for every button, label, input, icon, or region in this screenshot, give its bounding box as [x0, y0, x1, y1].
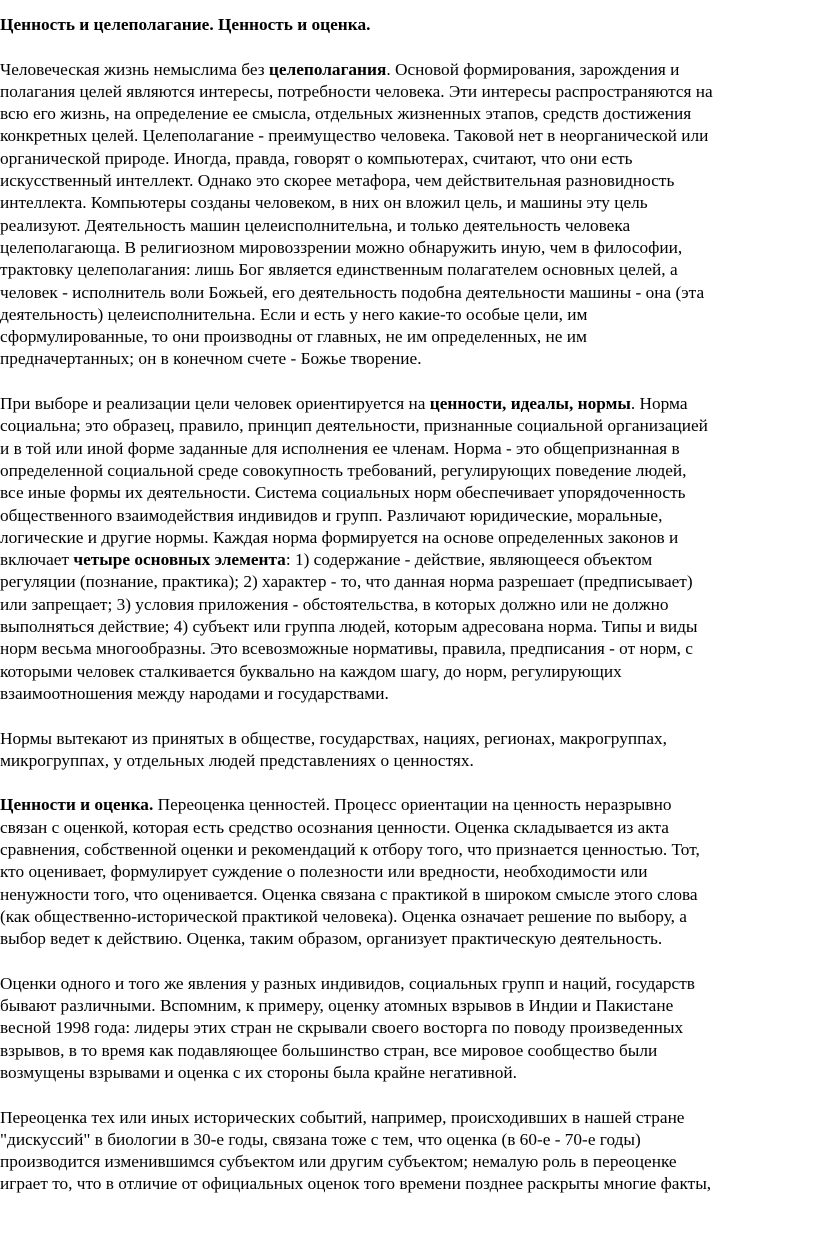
- text-run: интеллекта. Компьютеры созданы человеком, в них он вложил цель, и машины эту цель: [0, 193, 648, 213]
- text-run: "дискуссий" в биологии в 30-е годы, связана тоже с тем, что оценка (в 60-е - 70-е годы): [0, 1129, 641, 1149]
- text-line: [0, 594, 816, 616]
- text-line: [0, 59, 816, 81]
- text-run: бывают различными. Вспомним, к примеру, оценку атомных взрывов в Индии и Пакистане: [0, 996, 674, 1016]
- text-run: целеполагающа. В религиозном мировоззрении можно обнаружить иную, чем в философии,: [0, 237, 683, 257]
- text-line: [0, 348, 816, 370]
- text-run: взрывов, в то время как подавляющее большинство стран, все мировое сообщество были: [0, 1040, 658, 1060]
- text-line: [0, 192, 816, 214]
- text-run: выполняться действие; 4) субъект или группа людей, которым адресована норма. Типы и виды: [0, 617, 698, 637]
- text-line: [0, 505, 816, 527]
- text-line: [0, 237, 816, 259]
- text-line: [0, 527, 816, 549]
- text-line: [0, 304, 816, 326]
- text-line: [0, 1173, 816, 1195]
- text-run: предначертанных; он в конечном счете - Божье творение.: [0, 349, 422, 369]
- text-line: [0, 438, 816, 460]
- text-run: . Основой формирования, зарождения и: [386, 59, 680, 79]
- paragraph: [0, 1107, 816, 1196]
- text-run: искусственный интеллект. Однако это скорее метафора, чем действительная разновидность: [0, 171, 675, 191]
- text-run: определенной социальной среде совокупность требований, регулирующих поведение людей,: [0, 460, 687, 480]
- text-run: : 1) содержание - действие, являющееся объектом: [285, 550, 653, 570]
- text-line: [0, 415, 816, 437]
- text-run: и в той или иной форме заданные для исполнения ее членам. Норма - это общепризнанная в: [0, 438, 680, 458]
- text-run: общественного взаимодействия индивидов и групп. Различают юридические, моральные,: [0, 505, 663, 525]
- text-run: кто оценивает, формулирует суждение о полезности или вредности, необходимости или: [0, 862, 648, 882]
- text-run: При выборе и реализации цели человек ориентируется на: [0, 394, 430, 414]
- text-run: полагания целей являются интересы, потребности человека. Эти интересы распространяются на: [0, 81, 713, 101]
- text-run: логические и другие нормы. Каждая норма формируется на основе определенных законов и: [0, 527, 679, 547]
- text-line: [0, 1040, 816, 1062]
- bold-text: ценности, идеалы, нормы: [429, 394, 631, 414]
- text-run: деятельность) целеисполнительна. Если и есть у него какие-то особые цели, им: [0, 304, 588, 324]
- text-line: [0, 1151, 816, 1173]
- paragraph: [0, 728, 816, 773]
- text-line: [0, 861, 816, 883]
- text-line: [0, 125, 816, 147]
- text-run: . Норма: [630, 394, 688, 414]
- text-line: [0, 728, 816, 750]
- text-run: всю его жизнь, на определение ее смысла, отдельных жизненных этапов, средств достижения: [0, 104, 692, 124]
- text-line: [0, 1129, 816, 1151]
- text-line: [0, 393, 816, 415]
- text-line: [0, 839, 816, 861]
- text-run: все иные формы их деятельности. Система социальных норм обеспечивает упорядоченность: [0, 483, 686, 503]
- text-line: [0, 482, 816, 504]
- document-page: [0, 14, 816, 1218]
- text-line: [0, 661, 816, 683]
- text-line: [0, 884, 816, 906]
- text-line: [0, 683, 816, 705]
- text-run: трактовку целеполагания: лишь Бог является единственным полагателем основных целей, а: [0, 260, 678, 280]
- paragraph: [0, 794, 816, 950]
- text-run: выбор ведет к действию. Оценка, таким образом, организует практическую деятельность.: [0, 929, 663, 949]
- text-run: Переоценка ценностей. Процесс ориентации на ценность неразрывно: [153, 795, 672, 815]
- text-run: конкретных целей. Целеполагание - преимущество человека. Таковой нет в неорганической или: [0, 126, 709, 146]
- text-line: [0, 1107, 816, 1129]
- text-line: [0, 103, 816, 125]
- bold-text: целеполагания: [268, 59, 387, 79]
- text-run: сформулированные, то они производны от главных, не им определенных, не им: [0, 327, 587, 347]
- text-run: весной 1998 года: лидеры этих стран не скрывали своего восторга по поводу произведенных: [0, 1018, 684, 1038]
- text-line: [0, 571, 816, 593]
- text-run: реализуют. Деятельность машин целеисполнительна, и только деятельность человека: [0, 215, 631, 235]
- text-run: связан с оценкой, которая есть средство осознания ценности. Оценка складывается из акта: [0, 817, 669, 837]
- text-run: производится изменившимся субъектом или другим субъектом; немалую роль в переоценке: [0, 1152, 677, 1172]
- text-line: [0, 81, 816, 103]
- text-line: [0, 817, 816, 839]
- document-body: [0, 59, 816, 1196]
- text-line: [0, 906, 816, 928]
- text-line: [0, 282, 816, 304]
- text-run: социальна; это образец, правило, принцип деятельности, признанные социальной организацией: [0, 416, 708, 436]
- text-line: [0, 549, 816, 571]
- text-line: [0, 1017, 816, 1039]
- text-run: регуляции (познание, практика); 2) характер - то, что данная норма разрешает (предписывает): [0, 572, 693, 592]
- text-run: или запрещает; 3) условия приложения - обстоятельства, в которых должно или не должно: [0, 594, 669, 614]
- text-line: [0, 750, 816, 772]
- document-title: Ценность и целеполагание. Ценность и оценка.: [0, 15, 371, 34]
- text-run: Переоценка тех или иных исторических событий, например, происходивших в нашей стране: [0, 1107, 685, 1127]
- bold-text: четыре основных элемента: [73, 550, 286, 570]
- paragraph: [0, 59, 816, 371]
- text-run: Человеческая жизнь немыслима без: [0, 59, 269, 79]
- text-line: [0, 616, 816, 638]
- text-run: ненужности того, что оценивается. Оценка связана с практикой в широком смысле этого слова: [0, 884, 698, 904]
- text-line: [0, 1062, 816, 1084]
- text-run: возмущены взрывами и оценка с их стороны была крайне негативной.: [0, 1062, 517, 1082]
- text-line: [0, 326, 816, 348]
- text-run: органической природе. Иногда, правда, говорят о компьютерах, считают, что они есть: [0, 148, 633, 168]
- text-run: норм весьма многообразны. Это всевозможные нормативы, правила, предписания - от норм, с: [0, 639, 693, 659]
- text-run: человек - исполнитель воли Божьей, его деятельность подобна деятельности машины - она (эта: [0, 282, 705, 302]
- text-line: [0, 995, 816, 1017]
- text-line: [0, 259, 816, 281]
- paragraph: [0, 393, 816, 705]
- text-line: [0, 170, 816, 192]
- text-line: [0, 148, 816, 170]
- bold-text: Ценности и оценка.: [0, 795, 154, 815]
- text-line: [0, 973, 816, 995]
- text-run: Оценки одного и того же явления у разных индивидов, социальных групп и наций, государств: [0, 973, 695, 993]
- text-run: которыми человек сталкивается буквально на каждом шагу, до норм, регулирующих: [0, 661, 622, 681]
- text-run: играет то, что в отличие от официальных оценок того времени позднее раскрыты многие факты,: [0, 1174, 712, 1194]
- text-run: Нормы вытекают из принятых в обществе, государствах, нациях, регионах, макрогруппах,: [0, 728, 667, 748]
- text-line: [0, 215, 816, 237]
- paragraph: [0, 973, 816, 1084]
- text-run: сравнения, собственной оценки и рекомендаций к отбору того, что признается ценностью. Тот,: [0, 839, 700, 859]
- text-run: взаимоотношения между народами и государствами.: [0, 683, 389, 703]
- text-run: (как общественно-исторической практикой человека). Оценка означает решение по выбору, а: [0, 906, 687, 926]
- text-line: [0, 794, 816, 816]
- text-run: микрогруппах, у отдельных людей представлениях о ценностях.: [0, 750, 474, 770]
- text-line: [0, 460, 816, 482]
- text-line: [0, 928, 816, 950]
- text-line: [0, 638, 816, 660]
- text-run: включает: [0, 550, 74, 570]
